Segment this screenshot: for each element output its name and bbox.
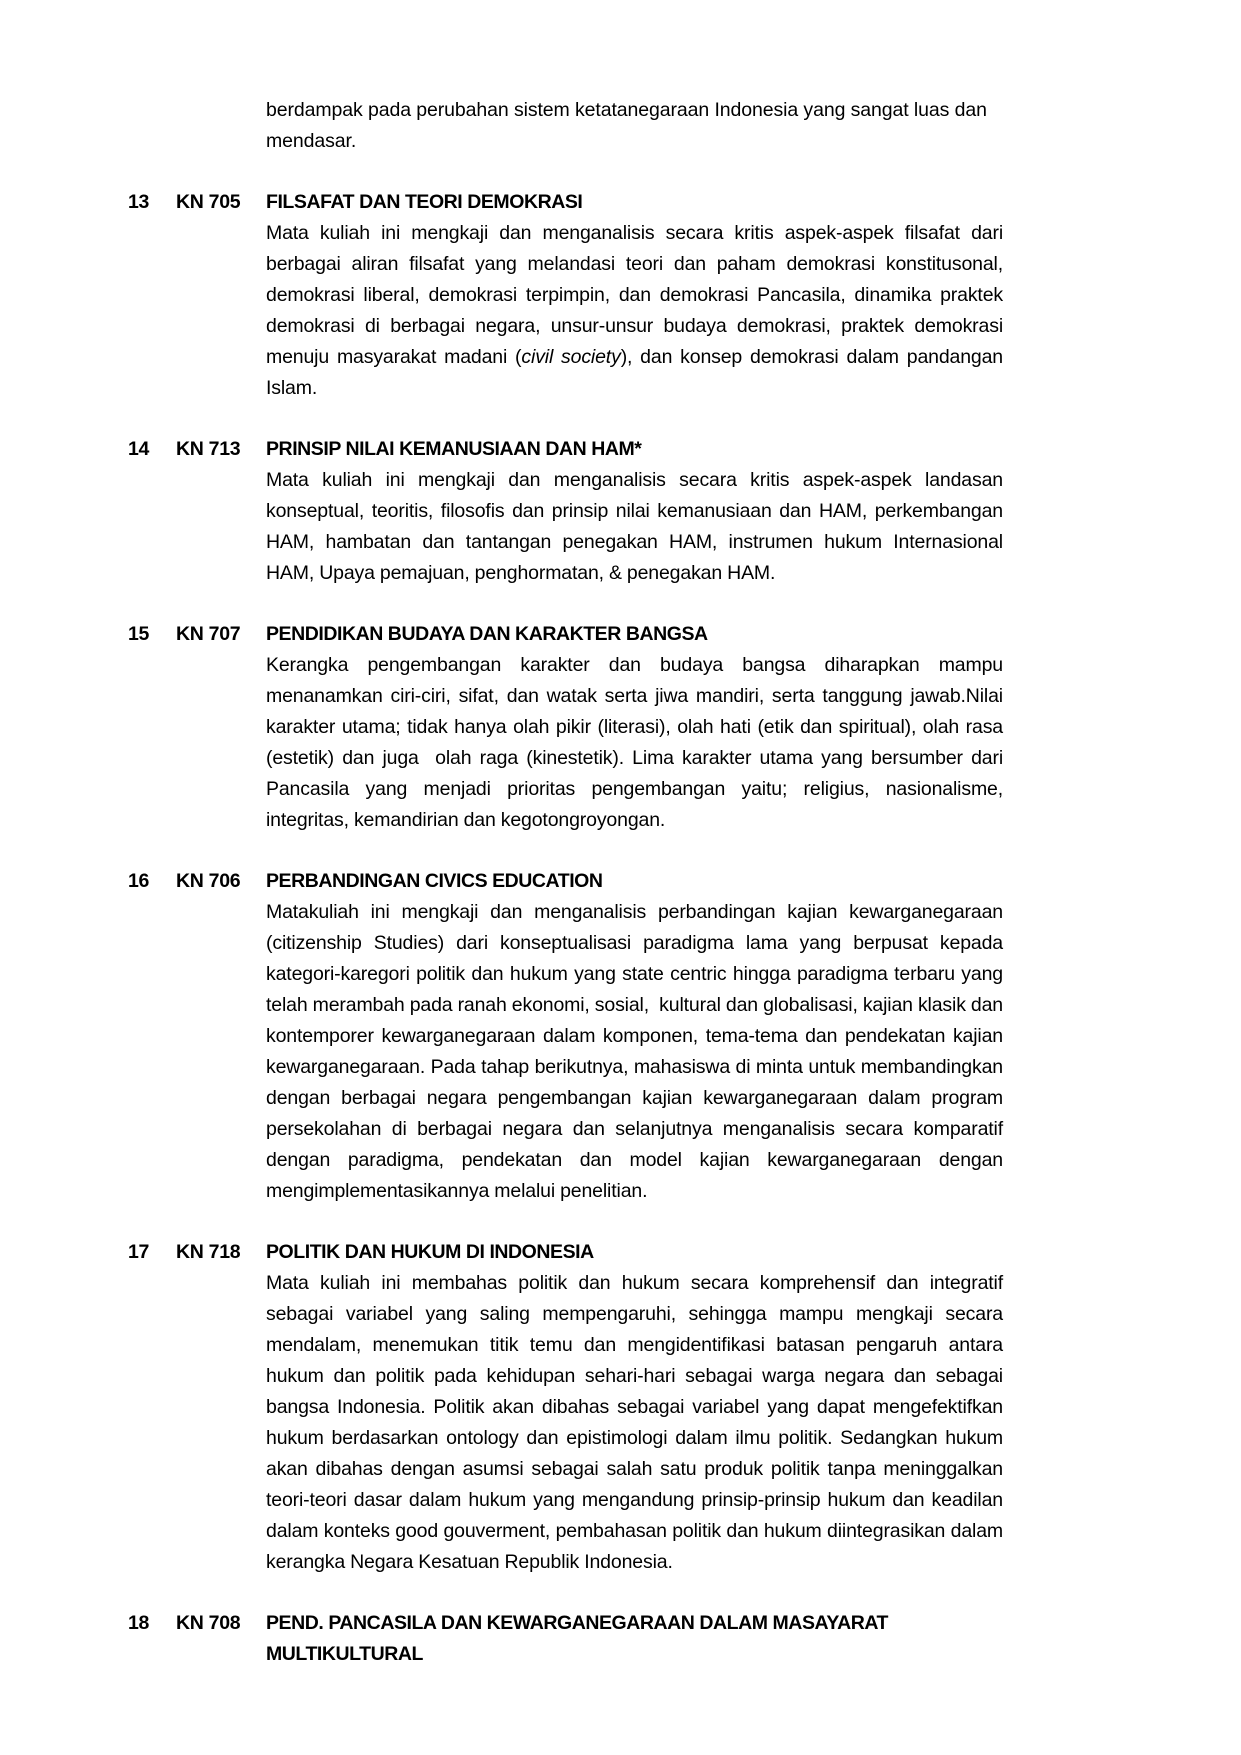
- entry-description: Mata kuliah ini mengkaji dan menganalisis secara kritis aspek-aspek landasan konseptual, teoritis, filosofis dan prinsip nilai kemanusiaan dan HAM, perkembangan HAM, hambatan dan tantangan penegakan HAM, instrumen hukum Internasional HAM, Upaya pemajuan, penghormatan, & penegakan HAM.: [266, 469, 1003, 584]
- entry-title: FILSAFAT DAN TEORI DEMOKRASI: [266, 191, 583, 213]
- course-entry-15: [128, 619, 1009, 836]
- continuation-paragraph: [266, 95, 1003, 157]
- entry-number: 18: [128, 1612, 150, 1634]
- entry-title: PRINSIP NILAI KEMANUSIAAN DAN HAM*: [266, 438, 642, 460]
- entry-description-pre: Mata kuliah ini mengkaji dan menganalisis secara kritis aspek-aspek filsafat dari berbagai aliran filsafat yang melandasi teori dan paham demokrasi konstitusonal, demokrasi liberal, demokrasi terpimpin, dan demokrasi Pancasila, dinamika praktek demokrasi di berbagai negara, unsur-unsur budaya demokrasi, praktek demokrasi menuju masyarakat madani (: [266, 222, 1003, 368]
- entry-content: [266, 1237, 1003, 1578]
- entry-content: [266, 619, 1009, 836]
- entry-content: [266, 187, 1003, 404]
- entry-description: [266, 218, 1003, 404]
- course-entry-16: [128, 866, 1009, 1207]
- entry-course-code: KN 718: [176, 1241, 241, 1263]
- course-entry-13: [128, 187, 1003, 404]
- entry-title: PENDIDIKAN BUDAYA DAN KARAKTER BANGSA: [266, 623, 708, 645]
- entry-number: 16: [128, 870, 150, 892]
- entry-course-code: KN 713: [176, 438, 241, 460]
- entry-course-code: KN 706: [176, 870, 241, 892]
- entry-course-code: KN 707: [176, 623, 241, 645]
- continuation-line-2: mendasar.: [266, 130, 357, 152]
- entry-number: 13: [128, 191, 150, 213]
- entry-description-italic-term: civil society: [521, 346, 621, 368]
- entry-title: POLITIK DAN HUKUM DI INDONESIA: [266, 1241, 594, 1263]
- entry-description-post: ), dan konsep demokrasi dalam pandangan Islam.: [266, 346, 1003, 399]
- course-entry-18: [128, 1608, 1003, 1670]
- course-entry-14: [128, 434, 1003, 589]
- entry-description: Kerangka pengembangan karakter dan budaya bangsa diharapkan mampu menanamkan ciri-ciri, sifat, dan watak serta jiwa mandiri, serta tanggung jawab.Nilai karakter utama; tidak hanya olah pikir (literasi), olah hati (etik dan spiritual), olah rasa (estetik) dan juga olah raga (kinestetik). Lima karakter utama yang bersumber dari Pancasila yang menjadi prioritas pengembangan yaitu; religius, nasionalisme, integritas, kemandirian dan kegotongroyongan.: [266, 654, 1009, 831]
- entry-content: [266, 434, 1003, 589]
- entry-title: PERBANDINGAN CIVICS EDUCATION: [266, 870, 603, 892]
- course-entry-17: [128, 1237, 1003, 1578]
- entry-number: 17: [128, 1241, 150, 1263]
- entry-course-code: KN 705: [176, 191, 241, 213]
- entry-content: [266, 866, 1009, 1207]
- entry-number: 15: [128, 623, 150, 645]
- entry-description: Matakuliah ini mengkaji dan menganalisis perbandingan kajian kewarganegaraan (citizenship Studies) dari konseptualisasi paradigma lama yang berpusat kepada kategori-karegori politik dan hukum yang state centric hingga paradigma terbaru yang telah merambah pada ranah ekonomi, sosial, kultural dan globalisasi, kajian klasik dan kontemporer kewarganegaraan dalam komponen, tema-tema dan pendekatan kajian kewarganegaraan. Pada tahap berikutnya, mahasiswa di minta untuk membandingkan dengan berbagai negara pengembangan kajian kewarganegaraan dalam program persekolahan di berbagai negara dan selanjutnya menganalisis secara komparatif dengan paradigma, pendekatan dan model kajian kewarganegaraan dengan mengimplementasikannya melalui penelitian.: [266, 901, 1009, 1202]
- entry-content: [266, 1608, 1003, 1670]
- continuation-line-1: berdampak pada perubahan sistem ketatanegaraan Indonesia yang sangat luas dan: [266, 99, 987, 121]
- entry-number: 14: [128, 438, 150, 460]
- entry-course-code: KN 708: [176, 1612, 241, 1634]
- entry-description: Mata kuliah ini membahas politik dan hukum secara komprehensif dan integratif sebagai variabel yang saling mempengaruhi, sehingga mampu mengkaji secara mendalam, menemukan titik temu dan mengidentifikasi batasan pengaruh antara hukum dan politik pada kehidupan sehari-hari sebagai warga negara dan sebagai bangsa Indonesia. Politik akan dibahas sebagai variabel yang dapat mengefektifkan hukum berdasarkan ontology dan epistimologi dalam ilmu politik. Sedangkan hukum akan dibahas dengan asumsi sebagai salah satu produk politik tanpa meninggalkan teori-teori dasar dalam hukum yang mengandung prinsip-prinsip hukum dan keadilan dalam konteks good gouverment, pembahasan politik dan hukum diintegrasikan dalam kerangka Negara Kesatuan Republik Indonesia.: [266, 1272, 1003, 1573]
- entry-title: PEND. PANCASILA DAN KEWARGANEGARAAN DALAM MASAYARAT MULTIKULTURAL: [266, 1612, 889, 1665]
